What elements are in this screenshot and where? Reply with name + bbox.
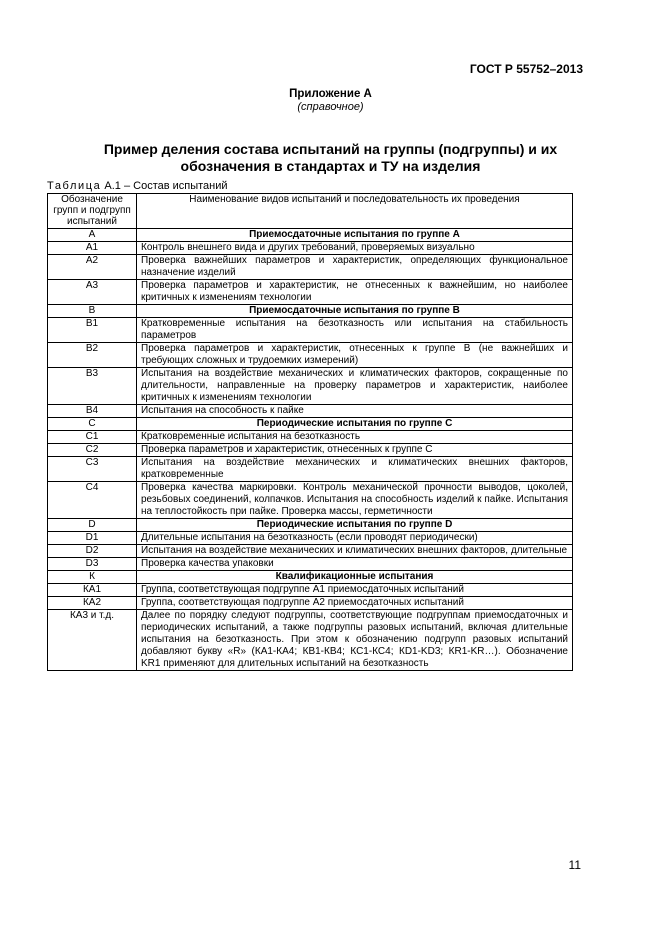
- table-header-row: [48, 194, 573, 229]
- table-row: [48, 583, 573, 596]
- row-code: С: [48, 417, 137, 430]
- table-row: [48, 404, 573, 417]
- row-description: Испытания на воздействие механических и климатических внешних факторов, кратковременные: [137, 456, 573, 481]
- row-description: Кратковременные испытания на безотказность или испытания на стабильность параметров: [137, 317, 573, 342]
- appendix-subtitle: (справочное): [297, 101, 364, 113]
- table-row: [48, 481, 573, 518]
- row-code: В: [48, 304, 137, 317]
- table-row: [48, 317, 573, 342]
- table-row: [48, 557, 573, 570]
- row-code: D1: [48, 531, 137, 544]
- row-code: С3: [48, 456, 137, 481]
- group-title: Периодические испытания по группе С: [137, 417, 573, 430]
- row-code: С4: [48, 481, 137, 518]
- group-title: Приемосдаточные испытания по группе А: [137, 228, 573, 241]
- row-description: Проверка качества маркировки. Контроль механической прочности выводов, цоколей, резьбовых соединений, колпачков. Испытания на способность изделий к пайке. Испытания на теплостойкость при пайке. Проверка массы, герметичности: [137, 481, 573, 518]
- row-description: Испытания на воздействие механических и климатических внешних факторов, длительные: [137, 544, 573, 557]
- table-group-row: [48, 304, 573, 317]
- table-row: [48, 367, 573, 404]
- table-group-row: [48, 570, 573, 583]
- table-caption-prefix: Таблица: [47, 180, 102, 192]
- row-description: Далее по порядку следуют подгруппы, соответствующие подгруппам приемосдаточных и периодических испытаний, а также подгруппы разовых испытаний, включая длительные испытания на безотказность. При этом к обозначению подгрупп разовых испытаний добавляют букву «R» (КА1-КА4; КВ1-КВ4; КС1-КС4; КD1-KD3; КR1-KR…). Обозначение KR1 применяют для длительных испытаний на безотказность: [137, 609, 573, 670]
- row-description: Длительные испытания на безотказность (если проводят периодически): [137, 531, 573, 544]
- row-code: С1: [48, 430, 137, 443]
- row-description: Проверка параметров и характеристик, отнесенных к группе В (не важнейших и требующих сложных и трудоемких измерений): [137, 342, 573, 367]
- column-header-code: Обозначение групп и подгрупп испытаний: [48, 194, 137, 229]
- row-description: Группа, соответствующая подгруппе А2 приемосдаточных испытаний: [137, 596, 573, 609]
- appendix-title: Приложение А: [289, 88, 372, 100]
- row-description: Проверка параметров и характеристик, не отнесенных к важнейшим, но наиболее критичных к изменениям технологии: [137, 279, 573, 304]
- row-code: КА1: [48, 583, 137, 596]
- row-code: К: [48, 570, 137, 583]
- table-row: [48, 279, 573, 304]
- table-row: [48, 544, 573, 557]
- page-number: 11: [568, 858, 581, 872]
- table-row: [48, 430, 573, 443]
- row-code: КА2: [48, 596, 137, 609]
- row-code: D2: [48, 544, 137, 557]
- table-row: [48, 596, 573, 609]
- row-code: С2: [48, 443, 137, 456]
- row-description: Испытания на воздействие механических и климатических факторов, сокращенные по длительности, направленные на проверку параметров и характеристик, наиболее критичных к изменениям технологии: [137, 367, 573, 404]
- group-title: Квалификационные испытания: [137, 570, 573, 583]
- group-title: Приемосдаточные испытания по группе В: [137, 304, 573, 317]
- row-description: Контроль внешнего вида и других требований, проверяемых визуально: [137, 241, 573, 254]
- table-caption: [47, 180, 228, 193]
- document-code: ГОСТ Р 55752–2013: [469, 62, 583, 76]
- row-code: КА3 и т.д.: [48, 609, 137, 670]
- row-code: В2: [48, 342, 137, 367]
- table-caption-text: А.1 – Состав испытаний: [101, 180, 228, 192]
- row-description: Проверка параметров и характеристик, отнесенных к группе С: [137, 443, 573, 456]
- row-description: Кратковременные испытания на безотказность: [137, 430, 573, 443]
- table-group-row: [48, 518, 573, 531]
- row-description: Проверка важнейших параметров и характеристик, определяющих функциональное назначение изделий: [137, 254, 573, 279]
- row-code: В3: [48, 367, 137, 404]
- group-title: Периодические испытания по группе D: [137, 518, 573, 531]
- row-code: В4: [48, 404, 137, 417]
- page-title: Пример деления состава испытаний на группы (подгруппы) и их обозначения в стандартах и ТУ на изделия: [103, 141, 558, 174]
- tests-table: [47, 193, 573, 671]
- row-description: Испытания на способность к пайке: [137, 404, 573, 417]
- row-description: Проверка качества упаковки: [137, 557, 573, 570]
- row-code: D: [48, 518, 137, 531]
- table-row: [48, 456, 573, 481]
- table-row: [48, 443, 573, 456]
- row-code: В1: [48, 317, 137, 342]
- table-row: [48, 531, 573, 544]
- table-row: [48, 254, 573, 279]
- row-code: А2: [48, 254, 137, 279]
- row-description: Группа, соответствующая подгруппе А1 приемосдаточных испытаний: [137, 583, 573, 596]
- table-group-row: [48, 228, 573, 241]
- row-code: А: [48, 228, 137, 241]
- appendix-heading: [0, 88, 661, 114]
- table-row: [48, 342, 573, 367]
- table-row: [48, 241, 573, 254]
- row-code: А1: [48, 241, 137, 254]
- row-code: А3: [48, 279, 137, 304]
- row-code: D3: [48, 557, 137, 570]
- table-row: [48, 609, 573, 670]
- column-header-name: Наименование видов испытаний и последовательность их проведения: [137, 194, 573, 229]
- table-group-row: [48, 417, 573, 430]
